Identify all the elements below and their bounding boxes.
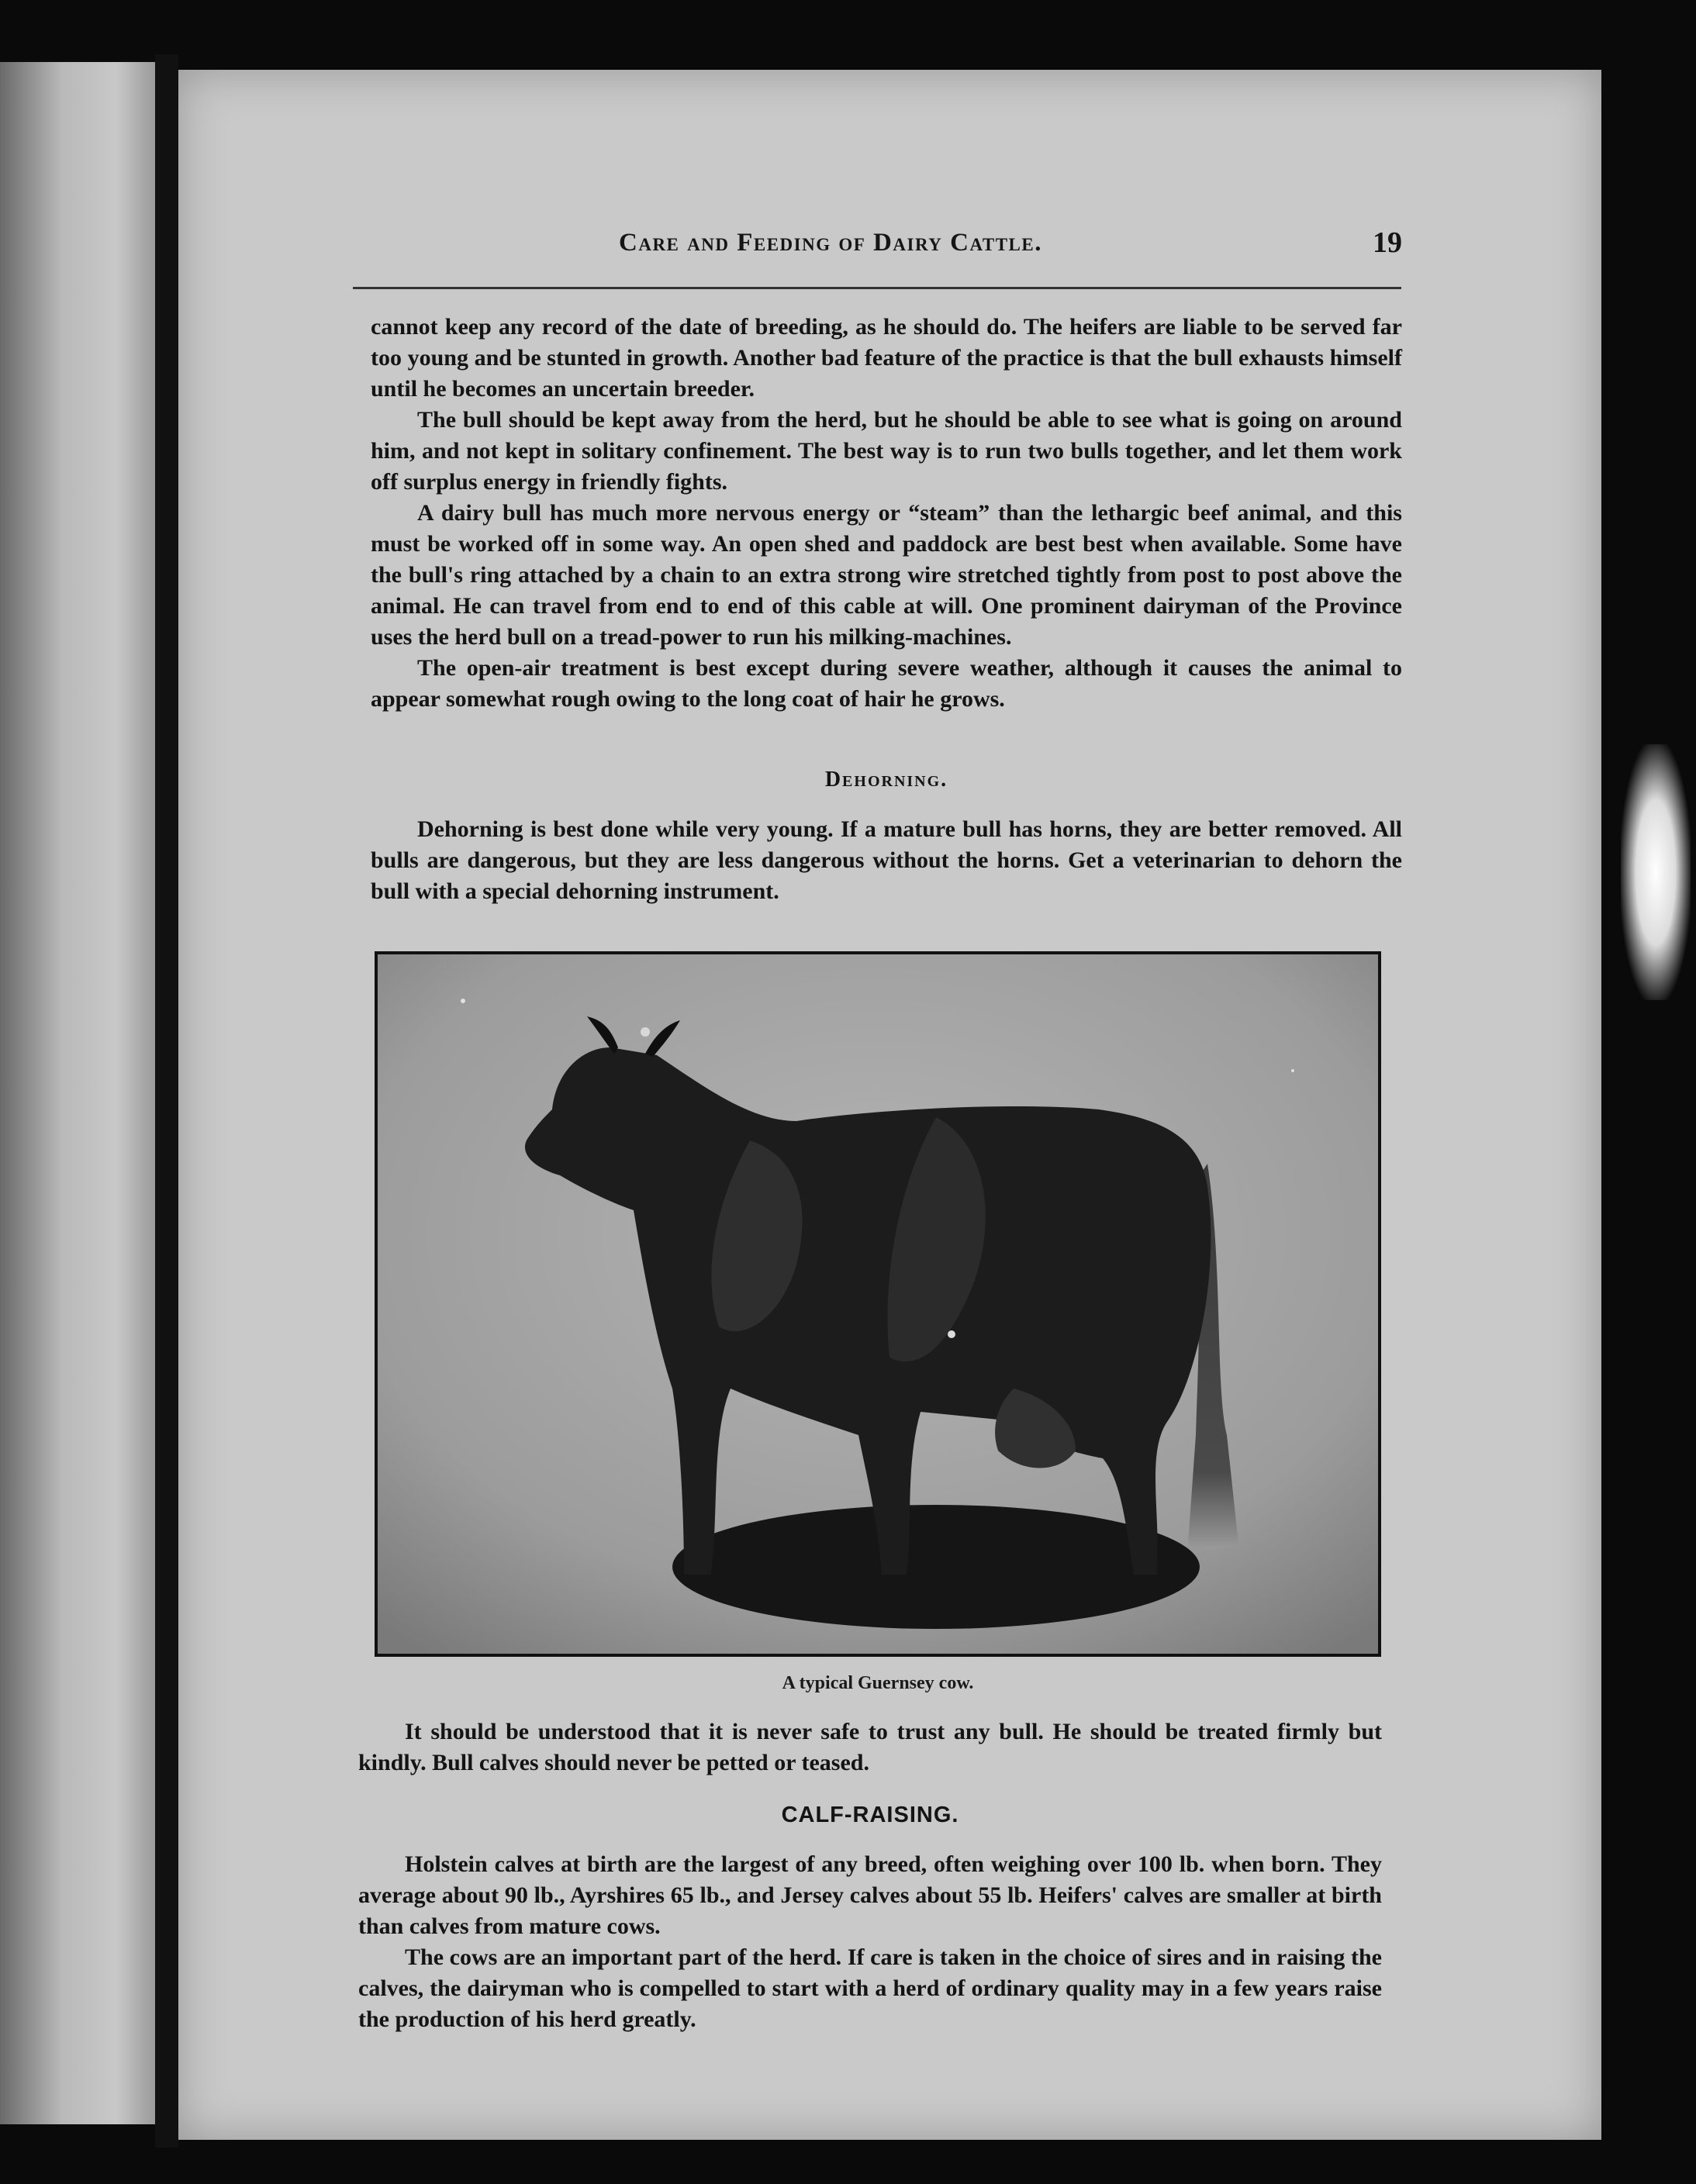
cow-illustration [378,954,1378,1654]
book-spine [155,54,178,2148]
figure-caption: A typical Guernsey cow. [782,1673,974,1693]
section-heading-calf-raising: CALF-RAISING. [781,1803,959,1827]
paragraph: cannot keep any record of the date of breeding, as he should do. The heifers are liable to be served far too young and be stunted in growth. Another bad feature of the practice is that the bull exhausts himself until he becomes an uncertain breeder. [371,314,1402,402]
running-title: Care and Feeding of Dairy Cattle. [619,229,1042,257]
dehorning-text [371,814,1402,907]
body-text-top [371,312,1402,715]
light-glare [1621,744,1691,1000]
paragraph: It should be understood that it is never safe to trust any bull. He should be treated firmly but kindly. Bull calves should never be petted or teased. [358,1719,1382,1775]
paragraph: Holstein calves at birth are the largest of any breed, often weighing over 100 lb. when born. They average about 90 lb., Ayrshires 65 lb., and Jersey calves about 55 lb. Heifers' calves are smaller at birth than calves from mature cows. [358,1851,1382,1939]
page-header [619,226,1402,267]
paragraph: The bull should be kept away from the herd, but he should be able to see what is going on around him, and not kept in solitary confinement. The best way is to run two bulls together, and let them work off surplus energy in friendly fights. [371,407,1402,495]
header-rule [353,287,1401,289]
paragraph: A dairy bull has much more nervous energy or “steam” than the lethargic beef animal, and this must be worked off in some way. An open shed and paddock are best best when available. Some have the bull's ring attached by a chain to an extra strong wire stretched tightly from post to post above the animal. He can travel from end to end of this cable at will. One prominent dairyman of the Province uses the herd bull on a tread-power to run his milking-machines. [371,500,1402,650]
section-heading-dehorning: Dehorning. [824,768,948,792]
guernsey-cow-photo [375,951,1381,1657]
paragraph: The cows are an important part of the herd. If care is taken in the choice of sires and in raising the calves, the dairyman who is compelled to start with a herd of ordinary quality may in a few years raise the production of his herd greatly. [358,1944,1382,2032]
page-number: 19 [1373,226,1402,259]
calf-raising-text [358,1849,1382,2035]
left-page-edge [0,62,155,2124]
paragraph: The open-air treatment is best except during severe weather, although it causes the animal to appear somewhat rough owing to the long coat of hair he grows. [371,655,1402,712]
paragraph: Dehorning is best done while very young. If a mature bull has horns, they are better removed. All bulls are dangerous, but they are less dangerous without the horns. Get a veterinarian to dehorn the bull with a special dehorning instrument. [371,816,1402,904]
text-after-figure [358,1716,1382,1779]
